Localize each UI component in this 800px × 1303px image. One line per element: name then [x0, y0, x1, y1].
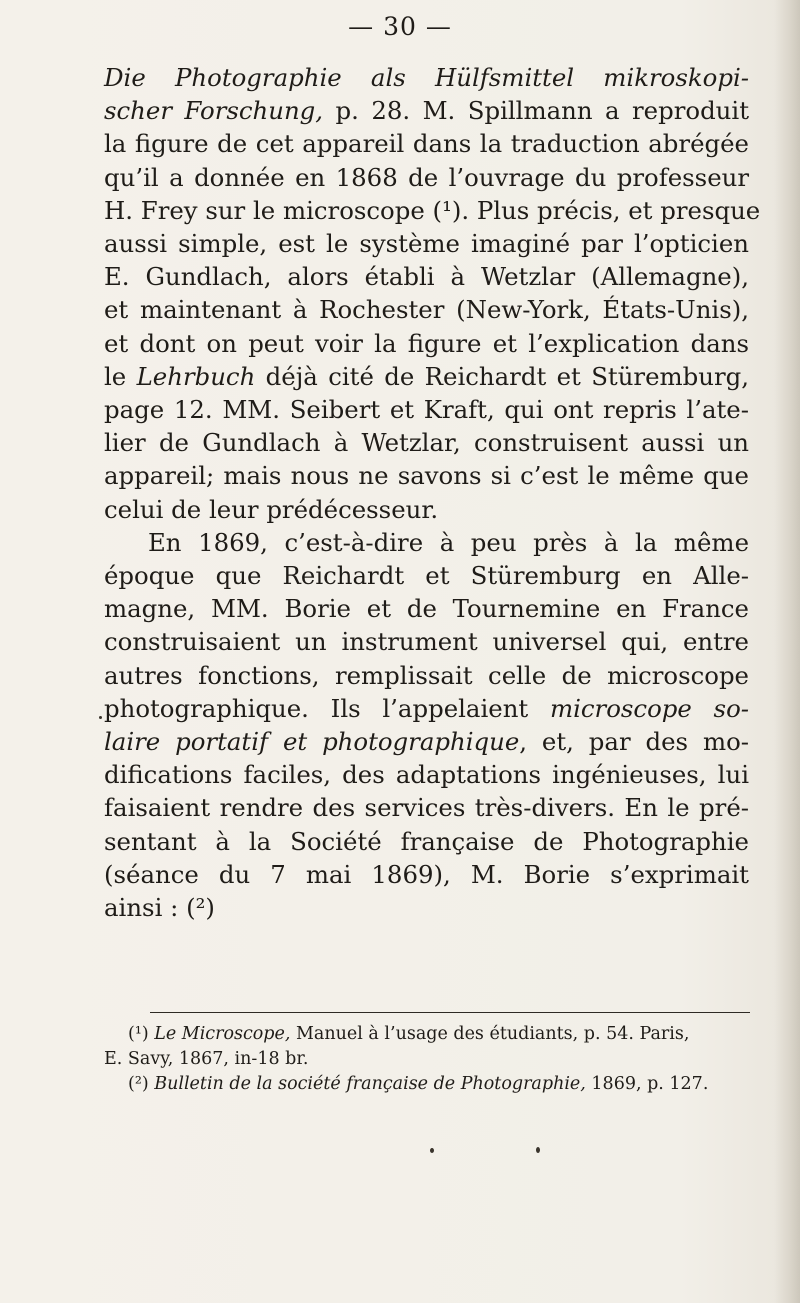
text-fragment: p. 28. M. Spillmann a reproduit: [323, 96, 749, 126]
text-line: lier de Gundlach à Wetzlar, construisent aussi un: [104, 428, 749, 458]
italic-title: scher Forschung,: [104, 96, 324, 126]
text-line: appareil; mais nous ne savons si c’est le même que: [104, 461, 749, 491]
text-line: (séance du 7 mai 1869), M. Borie s’exprimait: [104, 859, 749, 889]
text-line: E. Gundlach, alors établi à Wetzlar (Allemagne),: [104, 262, 749, 292]
text-fragment: le: [104, 361, 137, 391]
text-line: En 1869, c’est-à-dire à peu près à la même: [148, 527, 749, 557]
ink-speck: [430, 1148, 434, 1153]
text-line: aussi simple, est le système imaginé par l’opticien: [104, 229, 749, 259]
text-line: et dont on peut voir la figure et l’explication dans: [104, 328, 749, 358]
body-text: [104, 61, 761, 924]
text-line: ainsi : (²): [104, 893, 215, 923]
text-line: époque que Reichardt et Stüremburg en Alle-: [104, 561, 749, 591]
text-fragment: , et, par des mo-: [519, 727, 749, 757]
text-line: la figure de cet appareil dans la traduction abrégée: [104, 129, 749, 159]
text-line: [104, 692, 749, 725]
text-line: qu’il a donnée en 1868 de l’ouvrage du professeur: [104, 162, 749, 192]
text-line: [104, 360, 749, 393]
text-line: page 12. MM. Seibert et Kraft, qui ont repris l’ate-: [104, 395, 749, 425]
text-line: difications faciles, des adaptations ingénieuses, lui: [104, 760, 749, 790]
italic-title: Bulletin de la société française de Photographie,: [154, 1074, 586, 1094]
italic-title: Lehrbuch: [136, 361, 256, 391]
text-line: [104, 725, 749, 758]
text-line: construisaient un instrument universel qui, entre: [104, 627, 749, 657]
footnote-2: [104, 1072, 750, 1097]
footnote-1: [104, 1022, 750, 1047]
italic-title: microscope so-: [549, 693, 749, 723]
text-line: faisaient rendre des services très-divers. En le pré-: [104, 793, 749, 823]
text-fragment: photographique. Ils l’appelaient: [104, 693, 550, 723]
page-edge-shadow: [774, 0, 800, 1303]
text-line: magne, MM. Borie et de Tournemine en France: [104, 594, 749, 624]
text-fragment: déjà cité de Reichardt et Stüremburg,: [255, 361, 749, 391]
text-line: autres fonctions, remplissait celle de microscope: [104, 660, 749, 690]
footnote-1-continued: E. Savy, 1867, in-18 br.: [104, 1049, 309, 1069]
footnote-marker: (¹): [128, 1024, 155, 1044]
footnote-rule: [150, 1012, 750, 1013]
italic-title: laire portatif et photographique: [104, 727, 520, 757]
text-line: sentant à la Société française de Photographie: [104, 826, 749, 856]
text-line: [104, 94, 749, 127]
footnotes: [104, 1022, 750, 1097]
text-line: et maintenant à Rochester (New-York, États-Unis),: [104, 295, 749, 325]
text-fragment: 1869, p. 127.: [585, 1074, 709, 1094]
text-fragment: Manuel à l’usage des étudiants, p. 54. Paris,: [290, 1024, 690, 1044]
text-line: Die Photographie als Hülfsmittel mikroskopi-: [104, 63, 749, 92]
footnote-marker: (²): [128, 1074, 155, 1094]
text-line: celui de leur prédécesseur.: [104, 494, 439, 524]
page-number: — 30 —: [348, 12, 452, 41]
text-line: H. Frey sur le microscope (¹). Plus précis, et presque: [104, 195, 761, 225]
italic-title: Le Microscope,: [154, 1024, 291, 1044]
ink-speck: [99, 716, 102, 719]
ink-speck: [536, 1147, 540, 1153]
